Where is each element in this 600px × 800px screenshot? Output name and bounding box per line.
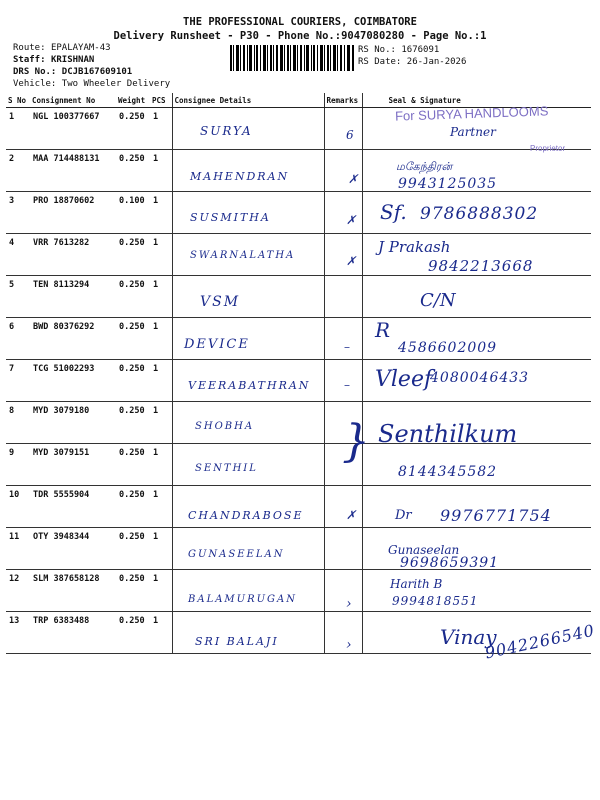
row-consignment: OTY 3948344 [30, 528, 116, 570]
remark-mark: ✗ [348, 172, 359, 186]
remark-mark: 6 [346, 128, 354, 142]
col-header-remarks: Remarks [324, 93, 362, 108]
phone-number: 9943125035 [398, 176, 498, 192]
phone-number: 9842213668 [428, 257, 534, 275]
remark-mark: ✗ [346, 508, 357, 522]
row-pcs: 1 [150, 360, 172, 402]
row-pcs: 1 [150, 108, 172, 150]
stamp-proprietor: Proprietor [530, 144, 566, 153]
row-weight: 0.250 [116, 360, 150, 402]
row-consignment: TRP 6383488 [30, 612, 116, 654]
signature: R [375, 318, 391, 342]
signature: C/N [420, 290, 456, 311]
rs-date-value: 26-Jan-2026 [406, 57, 467, 67]
signature: மகேந்திரன் [396, 160, 453, 173]
consignee-name: DEVICE [184, 337, 250, 352]
signature: Vinay [440, 625, 497, 649]
row-consignment: BWD 80376292 [30, 318, 116, 360]
consignee-name: SHOBHA [195, 421, 255, 432]
signature: Harith B [390, 577, 443, 591]
row-pcs: 1 [150, 276, 172, 318]
row-weight: 0.250 [116, 570, 150, 612]
route-value: EPALAYAM-43 [50, 43, 111, 53]
row-sno: 1 [6, 108, 30, 150]
row-pcs: 1 [150, 486, 172, 528]
consignee-name: BALAMURUGAN [188, 594, 298, 605]
col-header-consignment: Consignment No [30, 93, 116, 108]
runsheet-subtitle: Delivery Runsheet - P30 - Phone No.:9047080280 - Page No.:1 [113, 30, 487, 42]
rs-no-value: 1676091 [401, 45, 440, 55]
row-consignment: PRO 18870602 [30, 192, 116, 234]
col-header-weight: Weight [116, 93, 150, 108]
remark-mark: ✗ [346, 213, 357, 227]
vehicle-label: Vehicle: [13, 79, 57, 89]
table-row [6, 276, 591, 318]
route-label: Route: [13, 43, 46, 53]
row-sno: 9 [6, 444, 30, 486]
phone-number: 9786888302 [420, 204, 539, 224]
row-weight: 0.100 [116, 192, 150, 234]
company-stamp: For SURYA HANDLOOMS [394, 103, 549, 124]
phone-number: 8144345582 [398, 464, 498, 480]
row-weight: 0.250 [116, 402, 150, 444]
consignee-name: VEERABATHRAN [188, 379, 311, 392]
row-pcs: 1 [150, 192, 172, 234]
row-weight: 0.250 [116, 528, 150, 570]
remark-mark: – [344, 378, 350, 392]
remark-mark: › [346, 596, 352, 612]
col-header-pcs: PCS [150, 93, 172, 108]
row-consignment: TCG 51002293 [30, 360, 116, 402]
row-pcs: 1 [150, 318, 172, 360]
route-info [13, 43, 111, 53]
row-pcs: 1 [150, 528, 172, 570]
row-sno: 7 [6, 360, 30, 402]
drs-info [13, 67, 132, 77]
row-sno: 12 [6, 570, 30, 612]
consignee-name: SURYA [200, 124, 253, 138]
row-sno: 11 [6, 528, 30, 570]
row-sno: 2 [6, 150, 30, 192]
vehicle-value: Two Wheeler Delivery [61, 79, 171, 89]
table-row [6, 528, 591, 570]
row-weight: 0.250 [116, 234, 150, 276]
remark-mark: } [342, 416, 370, 467]
remark-mark: – [344, 340, 350, 354]
row-weight: 0.250 [116, 318, 150, 360]
rs-number [358, 45, 439, 55]
consignee-name: SUSMITHA [190, 211, 271, 224]
signature: Vleef [375, 367, 433, 392]
row-consignment: VRR 7613282 [30, 234, 116, 276]
consignee-name: SENTHIL [195, 463, 258, 474]
table-row [6, 570, 591, 612]
row-consignment: SLM 387658128 [30, 570, 116, 612]
signature: Partner [450, 125, 496, 139]
staff-info [13, 55, 94, 65]
signature: Gunaseelan [388, 543, 460, 557]
rs-date [358, 57, 466, 67]
phone-number: 4080046433 [430, 370, 530, 386]
company-title: THE PROFESSIONAL COURIERS, COIMBATORE [183, 16, 417, 28]
consignee-name: CHANDRABOSE [188, 509, 304, 522]
consignee-name: SWARNALATHA [190, 250, 296, 261]
signature: Sf. [380, 200, 407, 224]
row-sno: 4 [6, 234, 30, 276]
phone-number: 9698659391 [400, 555, 500, 571]
remark-mark: › [346, 637, 352, 653]
consignee-name: VSM [200, 294, 241, 310]
row-weight: 0.250 [116, 150, 150, 192]
table-row [6, 318, 591, 360]
row-weight: 0.250 [116, 444, 150, 486]
row-consignment: MAA 714488131 [30, 150, 116, 192]
row-consignment: MYD 3079180 [30, 402, 116, 444]
row-consignment: NGL 100377667 [30, 108, 116, 150]
row-sno: 8 [6, 402, 30, 444]
signature: J Prakash [378, 238, 451, 256]
row-sno: 3 [6, 192, 30, 234]
remark-mark: ✗ [346, 254, 357, 268]
signature: Senthilkum [378, 420, 518, 448]
row-pcs: 1 [150, 150, 172, 192]
row-pcs: 1 [150, 444, 172, 486]
rs-date-label: RS Date: [358, 57, 402, 67]
consignee-name: GUNASEELAN [188, 549, 285, 560]
table-row [6, 444, 591, 486]
row-weight: 0.250 [116, 108, 150, 150]
phone-number: 9042266540 [483, 620, 597, 663]
phone-number: 9994818551 [392, 594, 479, 608]
phone-number: 9976771754 [440, 506, 552, 525]
row-sno: 6 [6, 318, 30, 360]
row-pcs: 1 [150, 402, 172, 444]
col-header-sno: S No [6, 93, 30, 108]
row-weight: 0.250 [116, 276, 150, 318]
row-consignment: TEN 8113294 [30, 276, 116, 318]
row-sno: 10 [6, 486, 30, 528]
barcode [230, 45, 354, 71]
staff-label: Staff: [13, 55, 46, 65]
staff-value: KRISHNAN [50, 55, 95, 65]
rs-no-label: RS No.: [358, 45, 396, 55]
phone-number: 4586602009 [398, 340, 498, 356]
row-sno: 13 [6, 612, 30, 654]
row-weight: 0.250 [116, 486, 150, 528]
signature: Dr [395, 508, 412, 523]
row-pcs: 1 [150, 570, 172, 612]
row-pcs: 1 [150, 612, 172, 654]
col-header-consignee: Consignee Details [172, 93, 324, 108]
consignee-name: SRI BALAJI [195, 635, 279, 648]
col-header-seal: Seal & Signature [362, 93, 591, 108]
row-consignment: MYD 3079151 [30, 444, 116, 486]
row-sno: 5 [6, 276, 30, 318]
consignee-name: MAHENDRAN [190, 170, 290, 183]
row-consignment: TDR 5555904 [30, 486, 116, 528]
table-row [6, 150, 591, 192]
drs-value: DCJB167609101 [61, 67, 133, 77]
vehicle-info [13, 79, 170, 89]
row-weight: 0.250 [116, 612, 150, 654]
row-pcs: 1 [150, 234, 172, 276]
drs-label: DRS No.: [13, 67, 57, 77]
